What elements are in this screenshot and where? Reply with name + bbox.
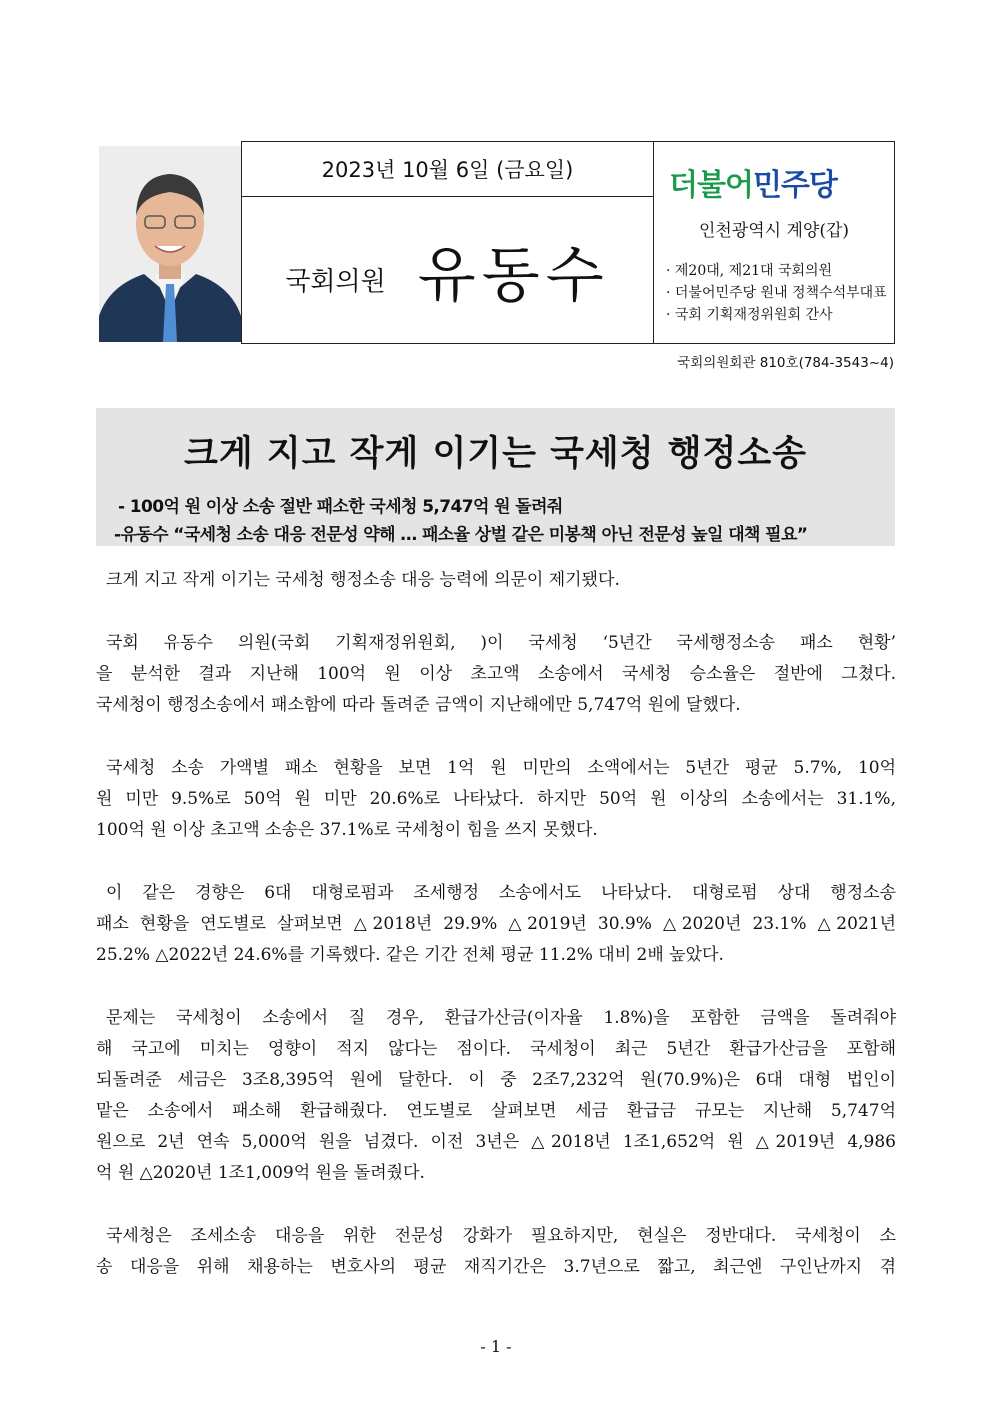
page-number: - 1 - (480, 1337, 512, 1356)
party-logo-part2: 민주당 (752, 168, 837, 203)
subheadline-2: -유동수 “국세청 소송 대응 전문성 약해 … 패소율 상벌 같은 미봉책 아닌 전문성 높일 대책 필요” (114, 525, 808, 545)
text-line: 맡은 소송에서 패소해 환급해줬다. 연도별로 살펴보면 세금 환급금 규모는 지난해 5,747억 (96, 1101, 896, 1121)
career-item: · 더불어민주당 원내 정책수석부대표 (666, 282, 887, 304)
paragraph (96, 1003, 896, 1189)
text-line: 원 미만 9.5%로 50억 원 미만 20.6%로 나타났다. 하지만 50억 원 이상의 소송에서는 31.1%, (96, 789, 896, 809)
text-line: 25.2% △2022년 24.6%를 기록했다. 같은 기간 전체 평균 11.2% 대비 2배 높았다. (96, 945, 724, 965)
text-line: 해 국고에 미치는 영향이 적지 않다는 점이다. 국세청이 최근 5년간 환급가산금을 포함해 (96, 1039, 896, 1059)
district-label: 인천광역시 계양(갑) (698, 221, 850, 241)
text-line: 100억 원 이상 초고액 소송은 37.1%로 국세청이 힘을 쓰지 못했다. (96, 820, 598, 840)
paragraph (96, 878, 896, 971)
text-line: 국세청 소송 가액별 패소 현황을 보면 1억 원 미만의 소액에서는 5년간 평균 5.7%, 10억 (106, 758, 896, 778)
text-line: 송 대응을 위해 채용하는 변호사의 평균 재직기간은 3.7년으로 짧고, 최근엔 구인난까지 겪 (96, 1257, 896, 1277)
title-banner (96, 408, 895, 546)
article-body (96, 565, 896, 1315)
text-line: 국회 유동수 의원(국회 기획재정위원회, )이 국세청 ‘5년간 국세행정소송 패소 현황’ (106, 633, 896, 653)
paragraph (96, 1221, 896, 1283)
member-role: 국회의원 (285, 267, 386, 297)
name-row (242, 197, 653, 344)
text-line: 억 원 △2020년 1조1,009억 원을 돌려줬다. (96, 1163, 425, 1183)
text-line: 문제는 국세청이 소송에서 질 경우, 환급가산금(이자율 1.8%)을 포함한 금액을 돌려줘야 (106, 1008, 896, 1028)
header-center (242, 142, 654, 343)
paragraph (96, 628, 896, 721)
office-info: 국회의원회관 810호(784-3543~4) (677, 355, 894, 371)
header-box (241, 141, 895, 344)
portrait-photo (99, 146, 241, 342)
text-line: 이 같은 경향은 6대 대형로펌과 조세행정 소송에서도 나타났다. 대형로펌 상대 행정소송 (106, 883, 896, 903)
text-line: 원으로 2년 연속 5,000억 원을 넘겼다. 이전 3년은 △2018년 1조1,652억 원 △2019년 4,986 (96, 1132, 896, 1152)
text-line: 되돌려준 세금은 3조8,395억 원에 달한다. 이 중 2조7,232억 원(70.9%)은 6대 대형 법인이 (96, 1070, 896, 1090)
press-date: 2023년 10월 6일 (금요일) (242, 142, 653, 197)
headline: 크게 지고 작게 이기는 국세청 행정소송 (184, 434, 807, 474)
text-line: 국세청이 행정소송에서 패소함에 따라 돌려준 금액이 지난해에만 5,747억 원에 달했다. (96, 695, 741, 715)
career-item: · 국회 기획재정위원회 간사 (666, 304, 887, 326)
text-line: 크게 지고 작게 이기는 국세청 행정소송 대응 능력에 의문이 제기됐다. (106, 570, 620, 590)
text-line: 을 분석한 결과 지난해 100억 원 이상 초고액 소송에서 국세청 승소율은 절반에 그쳤다. (96, 664, 896, 684)
paragraph (96, 565, 896, 596)
text-line: 국세청은 조세소송 대응을 위한 전문성 강화가 필요하지만, 현실은 정반대다. 국세청이 소 (106, 1226, 896, 1246)
party-logo (669, 160, 837, 204)
party-logo-part1: 더불어 (669, 168, 753, 203)
header-right (654, 142, 894, 343)
subheadline-1: - 100억 원 이상 소송 절반 패소한 국세청 5,747억 원 돌려줘 (118, 497, 563, 517)
member-name: 유동수 (417, 240, 610, 311)
paragraph (96, 753, 896, 846)
career-list (666, 260, 887, 326)
text-line: 패소 현황을 연도별로 살펴보면 △2018년 29.9% △2019년 30.9% △2020년 23.1% △2021년 (96, 914, 896, 934)
career-item: · 제20대, 제21대 국회의원 (666, 260, 887, 282)
